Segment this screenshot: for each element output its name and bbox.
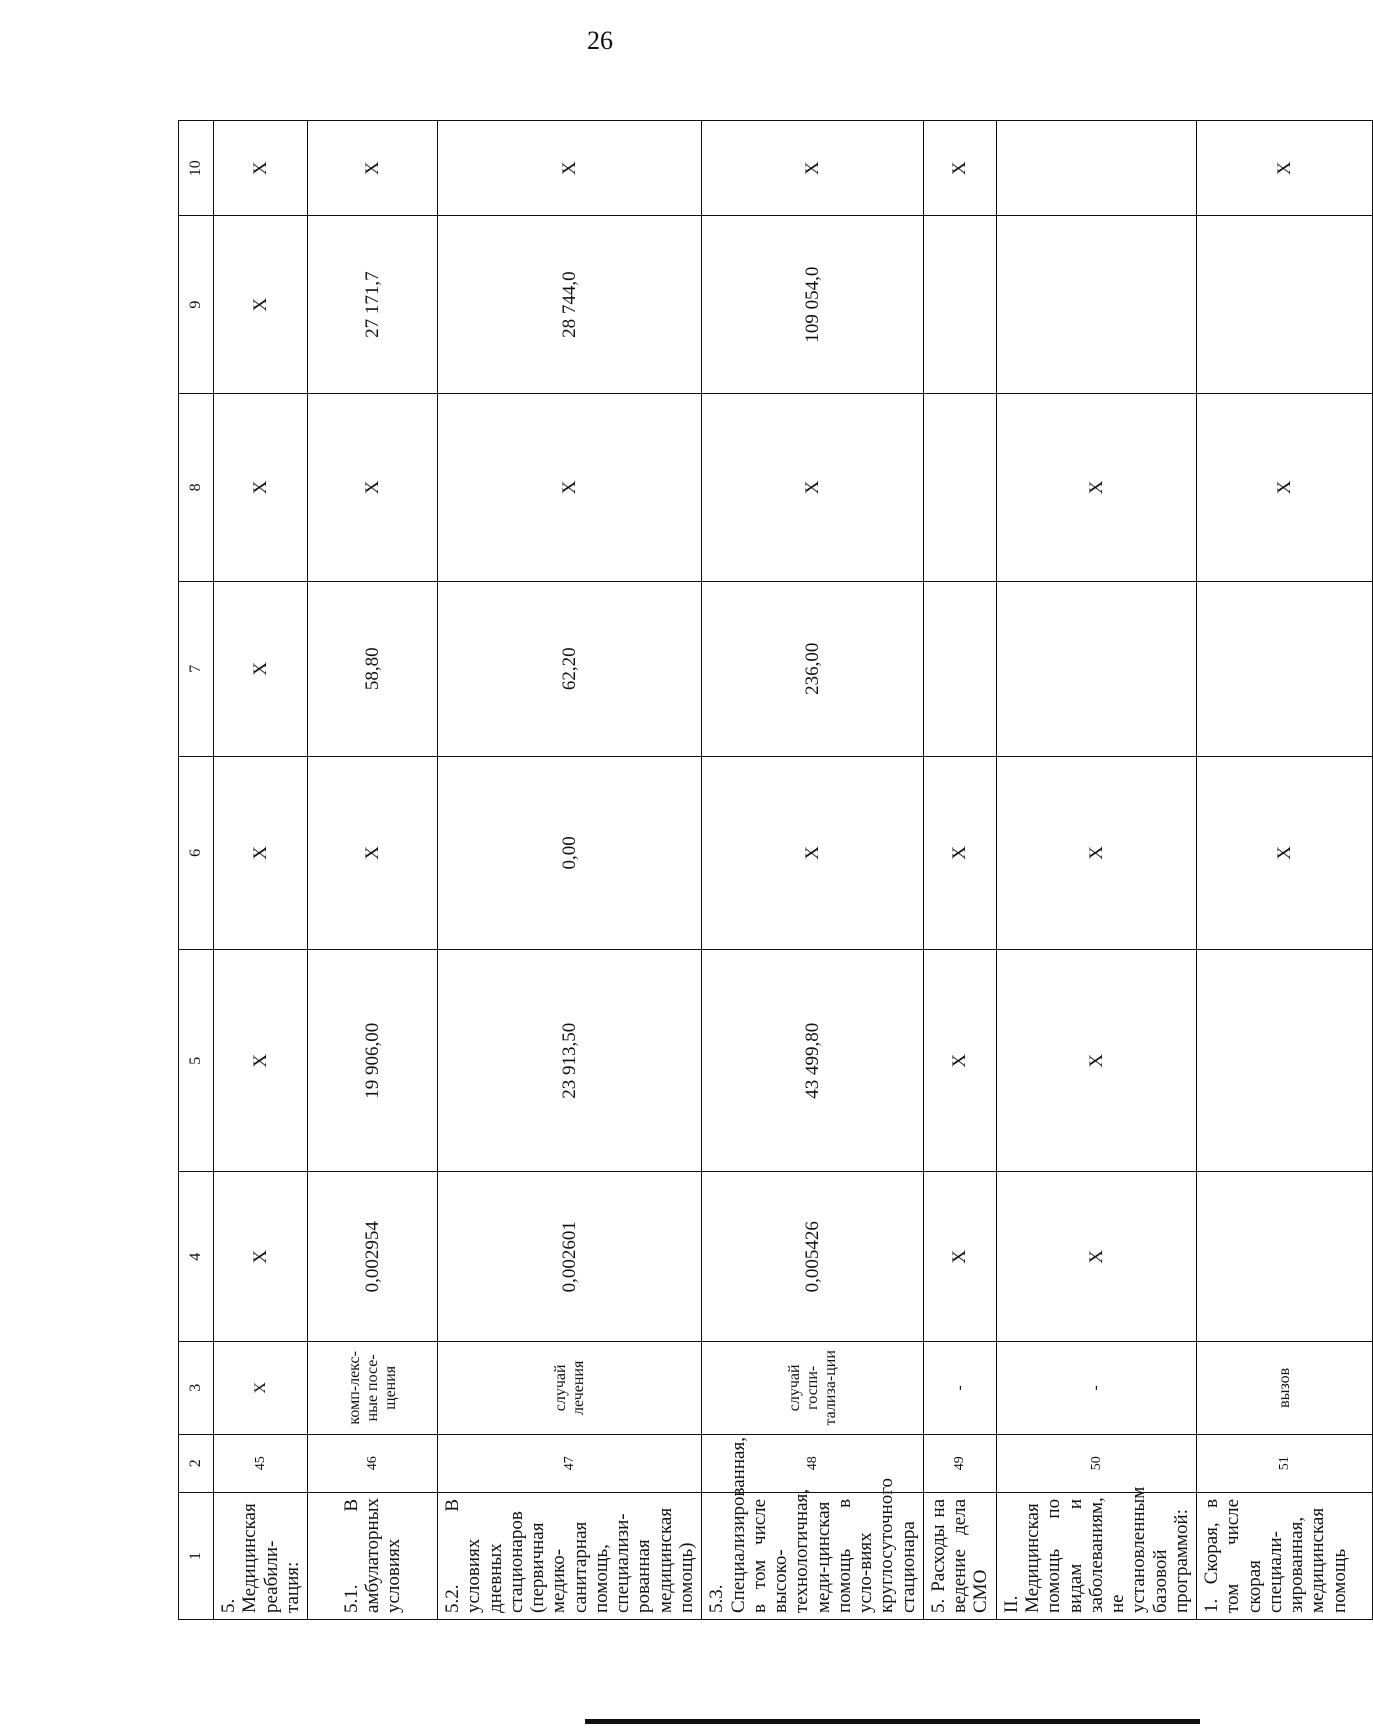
row-number: 47 xyxy=(438,1434,702,1492)
table-cell xyxy=(1197,216,1373,393)
table-cell xyxy=(923,581,996,756)
table-cell: 109 054,0 xyxy=(702,216,924,393)
table-cell: X xyxy=(308,121,438,216)
table-cell: X xyxy=(702,756,924,949)
table-cell: X xyxy=(214,1172,308,1341)
row-name: 5.2. В условиях дневных стационаров (первичная медико-санитарная помощь, специализи-рованная медицинская помощь) xyxy=(438,1492,702,1619)
row-name: 5.1. В амбулаторных условиях xyxy=(308,1492,438,1619)
table-cell: 236,00 xyxy=(702,581,924,756)
table-cell: X xyxy=(923,756,996,949)
tariff-table xyxy=(178,120,1373,1620)
table-cell: X xyxy=(702,121,924,216)
row-name: 5.3. Специализированная, в том числе высоко-технологичная, меди-цинская помощь в усло-виях круглосуточного стационара xyxy=(702,1492,924,1619)
column-number: 2 xyxy=(179,1434,214,1492)
table-cell: X xyxy=(214,950,308,1172)
row-name: II. Медицинская помощь по видам и заболеваниям, не установленным базовой программой: xyxy=(996,1492,1196,1619)
table-cell xyxy=(923,216,996,393)
table-cell: 28 744,0 xyxy=(438,216,702,393)
unit-cell: случай лечения xyxy=(438,1341,702,1434)
table-cell: 0,002601 xyxy=(438,1172,702,1341)
table-cell: X xyxy=(996,1172,1196,1341)
table-cell: X xyxy=(214,756,308,949)
table-cell: X xyxy=(923,950,996,1172)
footer-rule xyxy=(585,1719,1200,1724)
column-number: 5 xyxy=(179,950,214,1172)
table-cell: X xyxy=(996,393,1196,581)
row-number: 50 xyxy=(996,1434,1196,1492)
table-cell: X xyxy=(214,581,308,756)
table-cell: X xyxy=(996,756,1196,949)
table-cell: 58,80 xyxy=(308,581,438,756)
unit-cell: случай госпи-тализа-ции xyxy=(702,1341,924,1434)
table-header-row xyxy=(179,121,214,1620)
table-cell: 0,005426 xyxy=(702,1172,924,1341)
unit-cell: - xyxy=(923,1341,996,1434)
table-cell: 0,00 xyxy=(438,756,702,949)
unit-cell: X xyxy=(214,1341,308,1434)
row-name: 5. Медицинская реабили-тация: xyxy=(214,1492,308,1619)
table-cell: 62,20 xyxy=(438,581,702,756)
row-number: 49 xyxy=(923,1434,996,1492)
table-row xyxy=(308,121,438,1620)
table-cell xyxy=(1197,950,1373,1172)
column-number: 9 xyxy=(179,216,214,393)
table-cell: X xyxy=(1197,393,1373,581)
table-cell: X xyxy=(996,950,1196,1172)
table-row xyxy=(1197,121,1373,1620)
column-number: 3 xyxy=(179,1341,214,1434)
row-number: 48 xyxy=(702,1434,924,1492)
table-cell: X xyxy=(308,393,438,581)
unit-cell: вызов xyxy=(1197,1341,1373,1434)
table-cell: X xyxy=(1197,121,1373,216)
table-cell xyxy=(996,121,1196,216)
table-cell xyxy=(923,393,996,581)
table-cell: 0,002954 xyxy=(308,1172,438,1341)
table-cell: X xyxy=(923,1172,996,1341)
table-row xyxy=(438,121,702,1620)
table-cell: X xyxy=(438,393,702,581)
table-cell: X xyxy=(214,393,308,581)
rotated-table-wrapper xyxy=(178,120,1350,1620)
table-cell: X xyxy=(1197,756,1373,949)
table-row xyxy=(923,121,996,1620)
table-row xyxy=(702,121,924,1620)
table-cell: 43 499,80 xyxy=(702,950,924,1172)
row-number: 51 xyxy=(1197,1434,1373,1492)
table-cell: 27 171,7 xyxy=(308,216,438,393)
table-cell xyxy=(1197,581,1373,756)
table-row xyxy=(996,121,1196,1620)
column-number: 8 xyxy=(179,393,214,581)
table-cell: X xyxy=(214,216,308,393)
row-name: 1. Скорая, в том числе скорая специали-зированная, медицинская помощь xyxy=(1197,1492,1373,1619)
row-number: 46 xyxy=(308,1434,438,1492)
column-number: 7 xyxy=(179,581,214,756)
column-number: 1 xyxy=(179,1492,214,1619)
column-number: 4 xyxy=(179,1172,214,1341)
page-number: 26 xyxy=(587,26,613,55)
table-cell: X xyxy=(702,393,924,581)
column-number: 10 xyxy=(179,121,214,216)
table-cell: 19 906,00 xyxy=(308,950,438,1172)
table-cell: X xyxy=(214,121,308,216)
table-cell: X xyxy=(308,756,438,949)
row-name: 5. Расходы на ведение дела СМО xyxy=(923,1492,996,1619)
unit-cell: - xyxy=(996,1341,1196,1434)
table-cell: X xyxy=(438,121,702,216)
column-number: 6 xyxy=(179,756,214,949)
table-cell xyxy=(996,581,1196,756)
unit-cell: комп-лекс-ные посе-щения xyxy=(308,1341,438,1434)
table-cell xyxy=(996,216,1196,393)
row-number: 45 xyxy=(214,1434,308,1492)
table-cell: 23 913,50 xyxy=(438,950,702,1172)
table-row xyxy=(214,121,308,1620)
table-cell xyxy=(1197,1172,1373,1341)
table-cell: X xyxy=(923,121,996,216)
